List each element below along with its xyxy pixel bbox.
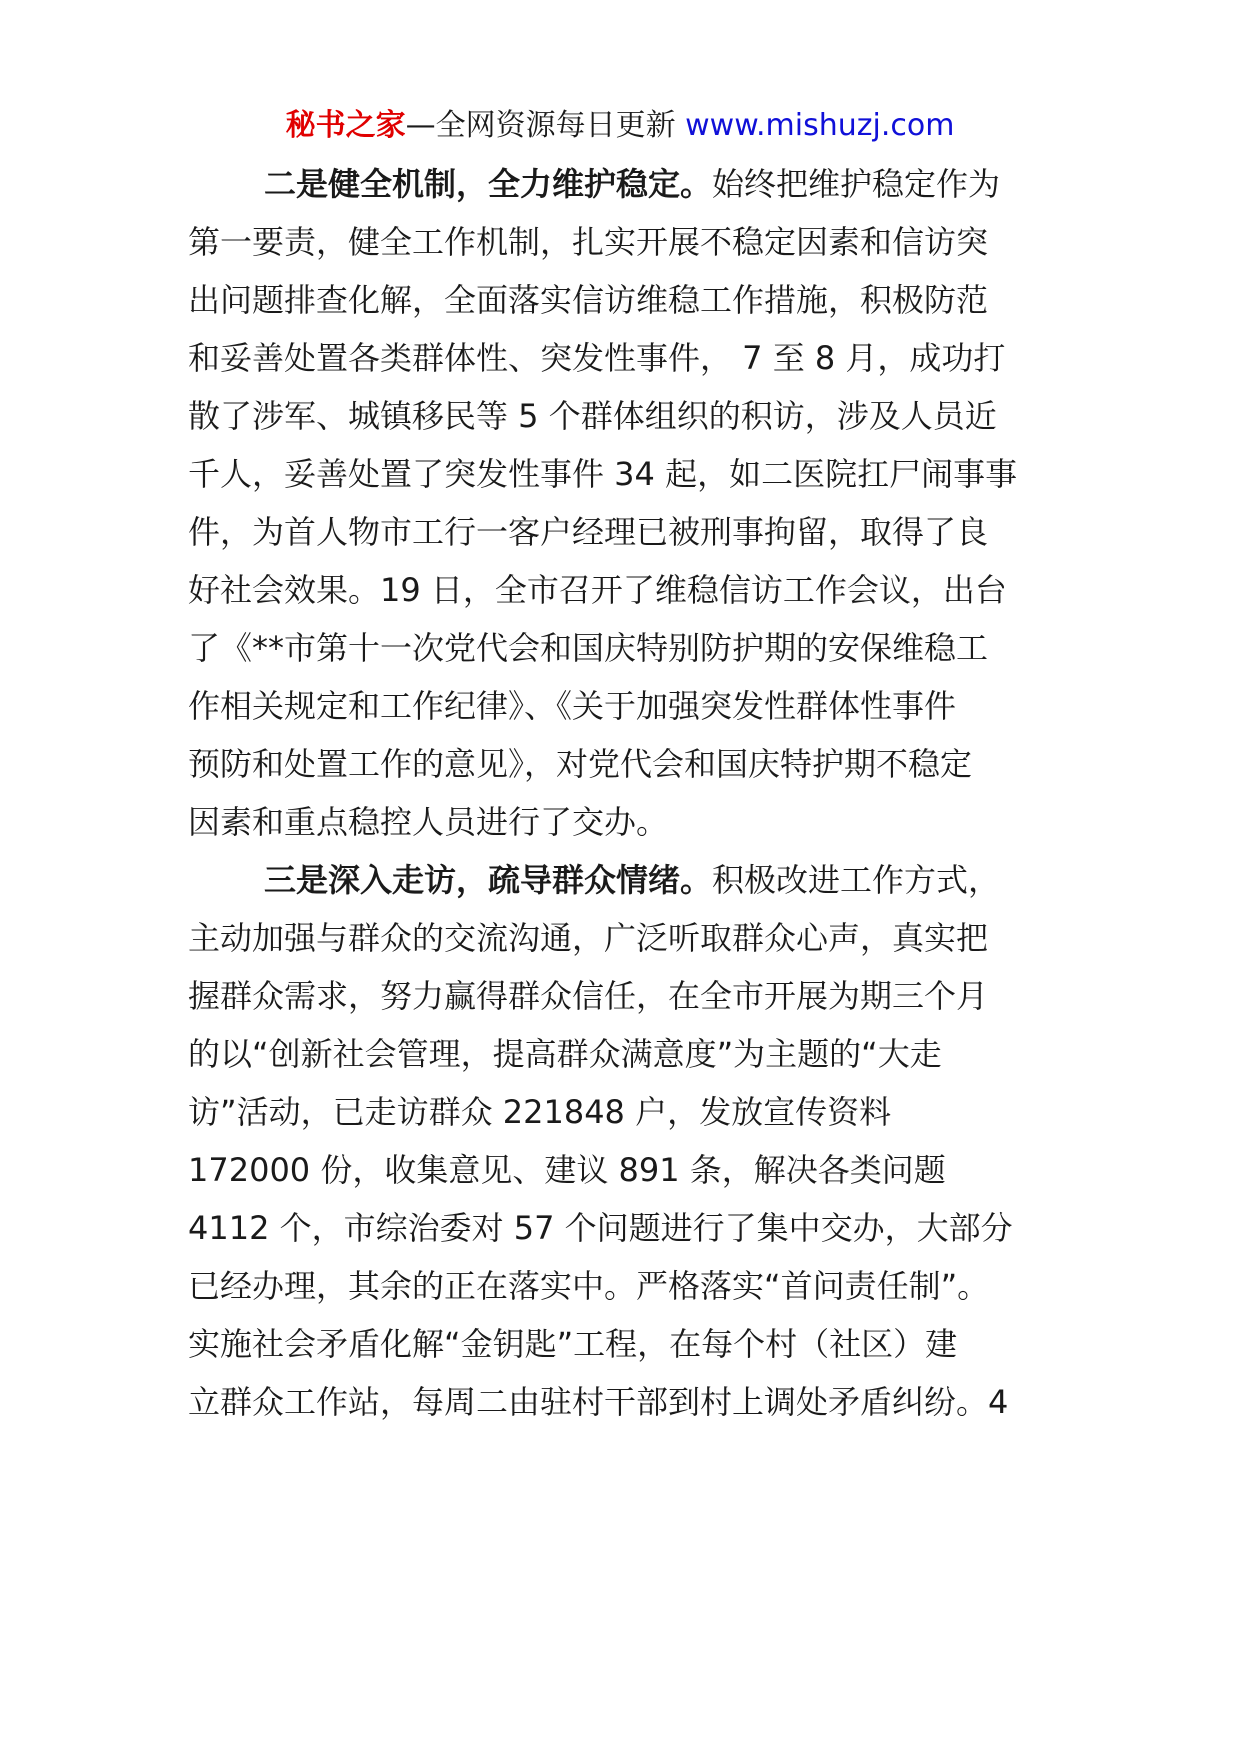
paragraph-line: 作相关规定和工作纪律》、《关于加强突发性群体性事件 <box>188 687 957 725</box>
site-url-link[interactable]: www.mishuzj.com <box>685 108 955 143</box>
paragraph-lead: 三是深入走访，疏导群众情绪。 <box>264 861 713 899</box>
paragraph-line: 了《**市第十一次党代会和国庆特别防护期的安保维稳工 <box>188 629 989 667</box>
paragraph-line: 预防和处置工作的意见》，对党代会和国庆特护期不稳定 <box>188 745 973 783</box>
paragraph-line: 三是深入走访，疏导群众情绪。积极改进工作方式， <box>264 861 1001 899</box>
paragraph-line: 第一要责，健全工作机制，扎实开展不稳定因素和信访突 <box>188 223 989 261</box>
site-tagline: —全网资源每日更新 <box>405 108 686 143</box>
paragraph-line: 握群众需求，努力赢得群众信任，在全市开展为期三个月 <box>188 977 989 1015</box>
paragraph-line: 件，为首人物市工行一客户经理已被刑事拘留，取得了良 <box>188 513 989 551</box>
paragraph-line: 二是健全机制，全力维护稳定。始终把维护稳定作为 <box>264 165 1001 203</box>
paragraph-lead: 二是健全机制，全力维护稳定。 <box>264 165 713 203</box>
paragraph-line: 散了涉军、城镇移民等 5 个群体组织的积访，涉及人员近 <box>188 397 997 435</box>
paragraph-line: 已经办理，其余的正在落实中。严格落实“首问责任制”。 <box>188 1267 990 1305</box>
paragraph-line: 访”活动，已走访群众 221848 户，发放宣传资料 <box>188 1093 892 1131</box>
paragraph-line: 的以“创新社会管理，提高群众满意度”为主题的“大走 <box>188 1035 942 1073</box>
paragraph-line: 好社会效果。19 日，全市召开了维稳信访工作会议，出台 <box>188 571 1007 609</box>
site-header <box>0 104 1240 148</box>
paragraph-line: 主动加强与群众的交流沟通，广泛听取群众心声，真实把 <box>188 919 989 957</box>
paragraph-line: 出问题排查化解，全面落实信访维稳工作措施，积极防范 <box>188 281 989 319</box>
paragraph-line: 实施社会矛盾化解“金钥匙”工程，在每个村（社区）建 <box>188 1325 958 1363</box>
site-brand: 秘书之家 <box>285 108 406 143</box>
paragraph-line: 立群众工作站，每周二由驻村干部到村上调处矛盾纠纷。4 <box>188 1383 1009 1421</box>
paragraph-line: 172000 份，收集意见、建议 891 条，解决各类问题 <box>188 1151 946 1189</box>
paragraph-line: 4112 个，市综治委对 57 个问题进行了集中交办，大部分 <box>188 1209 1013 1247</box>
paragraph-line: 因素和重点稳控人员进行了交办。 <box>188 803 669 841</box>
paragraph-line: 千人，妥善处置了突发性事件 34 起，如二医院扛尸闹事事 <box>188 455 1018 493</box>
paragraph-line: 和妥善处置各类群体性、突发性事件， 7 至 8 月，成功打 <box>188 339 1006 377</box>
